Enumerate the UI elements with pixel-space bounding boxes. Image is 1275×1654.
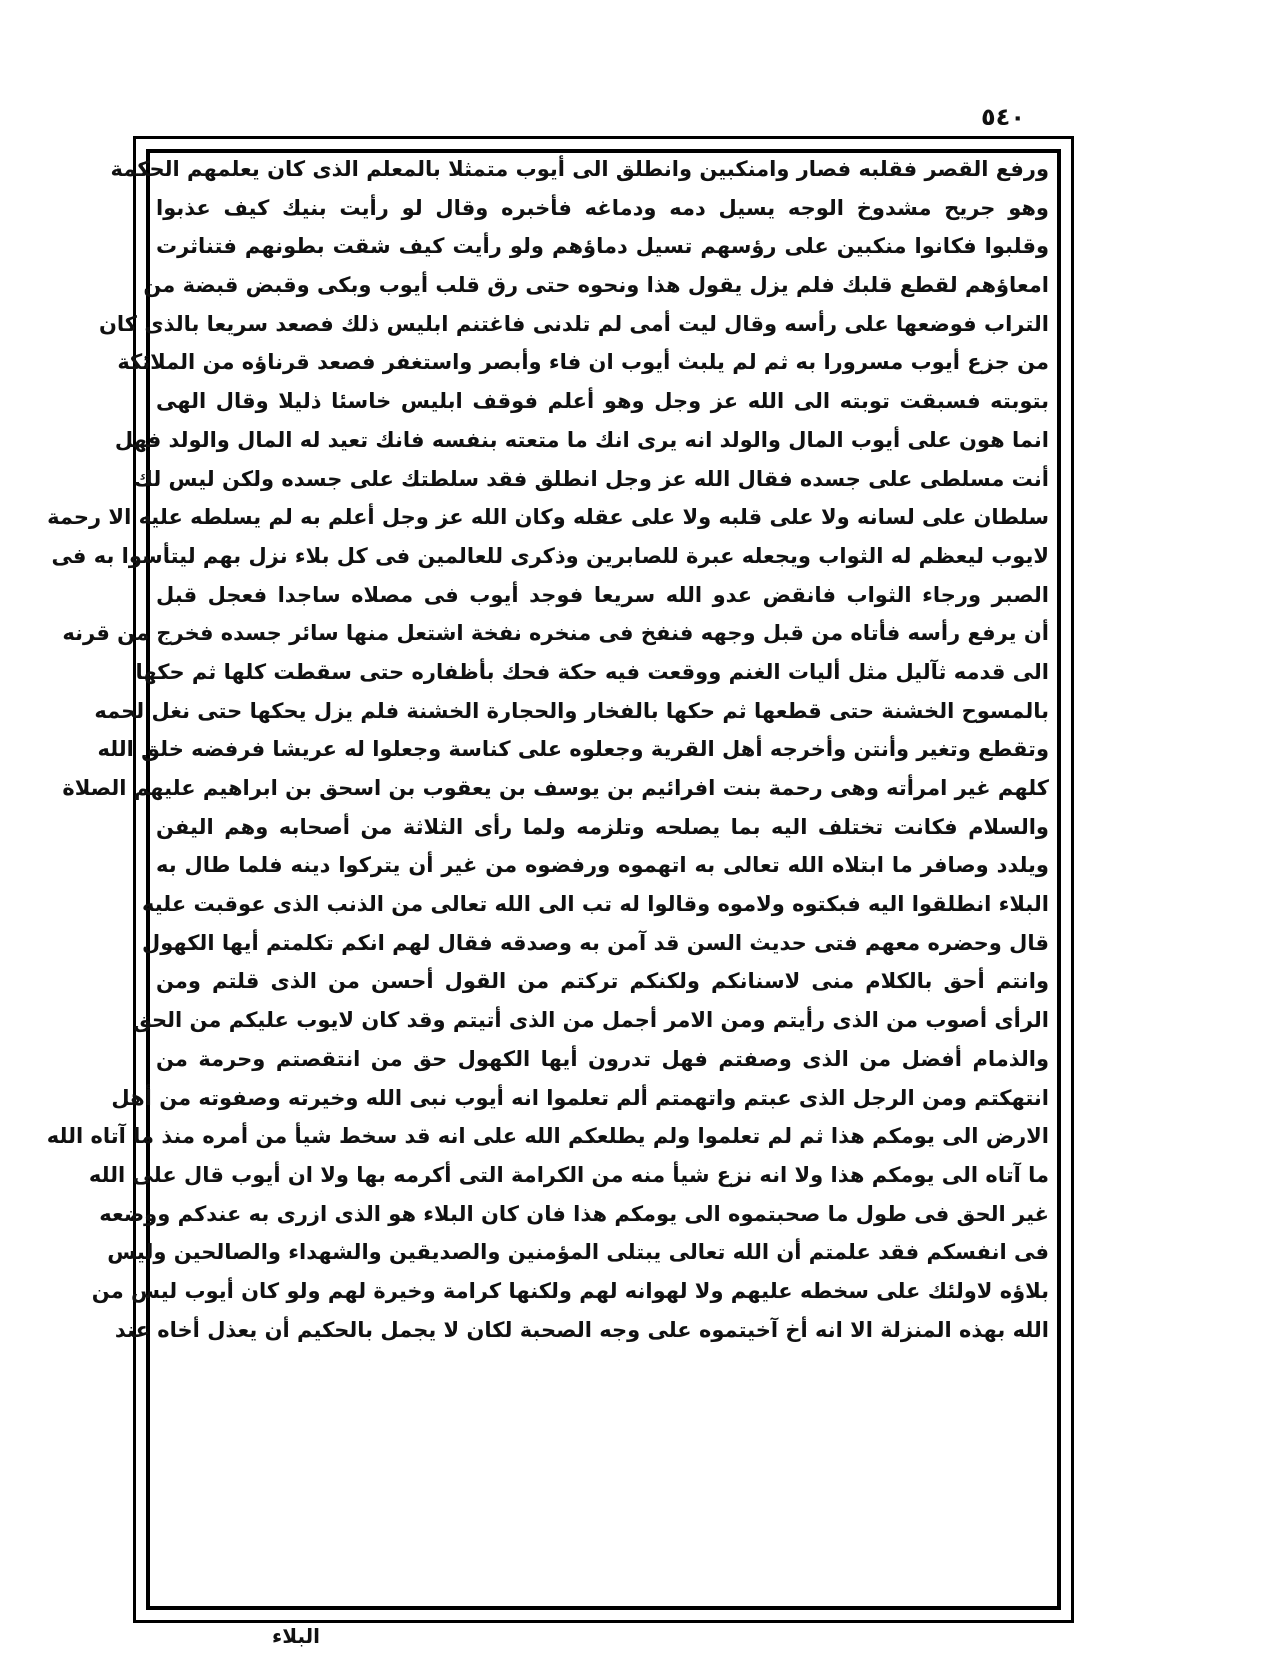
text-line: انما هون على أيوب المال والولد انه يرى انك ما متعته بنفسه فانك تعيد له المال والولد فهل <box>114 427 1049 452</box>
text-line: كلهم غير امرأته وهى رحمة بنت افرائيم بن يوسف بن يعقوب بن اسحق بن ابراهيم عليهم الصلاة <box>62 776 1049 800</box>
text-line: الله بهذه المنزلة الا انه أخ آخيتموه على وجه الصحبة لكان لا يجمل بالحكيم أن يعذل أخاه عند <box>114 1317 1049 1342</box>
text-line: بتوبته فسبقت توبته الى الله عز وجل وهو أعلم فوقف ابليس خاسئا ذليلا وقال الهى <box>156 389 1049 414</box>
text-line: وهو جريح مشدوخ الوجه يسيل دمه ودماغه فأخبره وقال لو رأيت بنيك كيف عذبوا <box>156 195 1049 220</box>
text-line: ورفع القصر فقلبه فصار وامنكبين وانطلق الى أيوب متمثلا بالمعلم الذى كان يعلمهم الحكمة <box>110 157 1049 181</box>
text-line: الى قدمه ثآليل مثل أليات الغنم ووقعت فيه حكة فحك بأظفاره حتى سقطت كلها ثم حكها <box>135 659 1049 684</box>
page-number: ٥٤٠ <box>981 103 1025 131</box>
text-line: انتهكتم ومن الرجل الذى عبتم واتهمتم ألم تعلموا انه أيوب نبى الله وخيرته وصفوته من أهل <box>111 1085 1049 1110</box>
text-line: الارض الى يومكم هذا ثم لم تعلموا ولم يطلعكم الله على انه قد سخط شيأ من أمره منذ ما آتاه الله <box>46 1124 1049 1149</box>
text-line: لايوب ليعظم له الثواب ويجعله عبرة للصابرين وذكرى للعالمين فى كل بلاء نزل بهم ليتأسوا به فى <box>51 543 1049 568</box>
text-line: أن يرفع رأسه فأتاه من قبل وجهه فنفخ فى منخره نفخة اشتعل منها سائر جسده فخرج من قرنه <box>62 621 1049 646</box>
text-line: والسلام فكانت تختلف اليه بما يصلحه وتلزمه ولما رأى الثلاثة من أصحابه وهم اليفن <box>156 814 1049 839</box>
text-line: أنت مسلطى على جسده فقال الله عز وجل انطلق فقد سلطتك على جسده ولكن ليس لك <box>133 466 1049 491</box>
text-line: الصبر ورجاء الثواب فانقض عدو الله سريعا فوجد أيوب فى مصلاه ساجدا فعجل قبل <box>156 582 1049 607</box>
text-line: ويلدد وصافر ما ابتلاه الله تعالى به اتهموه ورفضوه من غير أن يتركوا دينه فلما طال به <box>156 853 1049 878</box>
main-text <box>46 150 1055 1594</box>
text-line: الرأى أصوب من الذى رأيتم ومن الامر أجمل من الذى أتيتم وقد كان لايوب عليكم من الحق <box>133 1008 1049 1033</box>
text-line: سلطان على لسانه ولا على قلبه ولا على عقله وكان الله عز وجل أعلم به لم يسلطه عليه الا رحمة <box>47 505 1049 530</box>
text-line: البلاء انطلقوا اليه فبكتوه ولاموه وقالوا له تب الى الله تعالى من الذنب الذى عوقبت عليه <box>141 892 1049 917</box>
text-line: وتقطع وتغير وأنتن وأخرجه أهل القرية وجعلوه على كناسة وجعلوا له عريشا فرفضه خلق الله <box>97 737 1049 762</box>
text-line: فى انفسكم فقد علمتم أن الله تعالى يبتلى المؤمنين والصديقين والشهداء والصالحين وليس <box>107 1240 1049 1265</box>
text-line: والذمام أفضل من الذى وصفتم فهل تدرون أيها الكهول حق من انتقصتم وحرمة من <box>156 1046 1049 1071</box>
text-line: غير الحق فى طول ما صحبتموه الى يومكم هذا فان كان البلاء هو الذى ازرى به عندكم ووضعه <box>99 1201 1049 1226</box>
text-line: من جزع أيوب مسرورا به ثم لم يلبث أيوب ان فاء وأبصر واستغفر فصعد قرناؤه من الملائكة <box>117 350 1049 375</box>
text-line: ما آتاه الى يومكم هذا ولا انه نزع شيأ منه من الكرامة التى أكرمه بها ولا ان أيوب قال على الله <box>88 1162 1049 1187</box>
text-line: وانتم أحق بالكلام منى لاسنانكم ولكنكم تركتم من القول أحسن من الذى قلتم ومن <box>156 969 1049 994</box>
text-line: قال وحضره معهم فتى حديث السن قد آمن به وصدقه فقال لهم انكم تكلمتم أيها الكهول <box>141 930 1049 955</box>
text-line: وقلبوا فكانوا منكبين على رؤسهم تسيل دماؤهم ولو رأيت كيف شقت بطونهم فتناثرت <box>156 234 1049 259</box>
text-line: بلاؤه لاولئك على سخطه عليهم ولا لهوانه لهم ولكنها كرامة وخيرة لهم ولو كان أيوب ليس من <box>91 1278 1049 1303</box>
catchword: البلاء <box>272 1624 320 1648</box>
text-line: امعاؤهم لقطع قلبك فلم يزل يقول هذا ونحوه حتى رق قلب أيوب وبكى وقبض قبضة من <box>143 273 1049 298</box>
text-line: التراب فوضعها على رأسه وقال ليت أمى لم تلدنى فاغتنم ابليس ذلك فصعد سريعا بالذى كان <box>99 311 1049 336</box>
text-line: بالمسوح الخشنة حتى قطعها ثم حكها بالفخار والحجارة الخشنة فلم يزل يحكها حتى نغل لحمه <box>94 698 1049 723</box>
